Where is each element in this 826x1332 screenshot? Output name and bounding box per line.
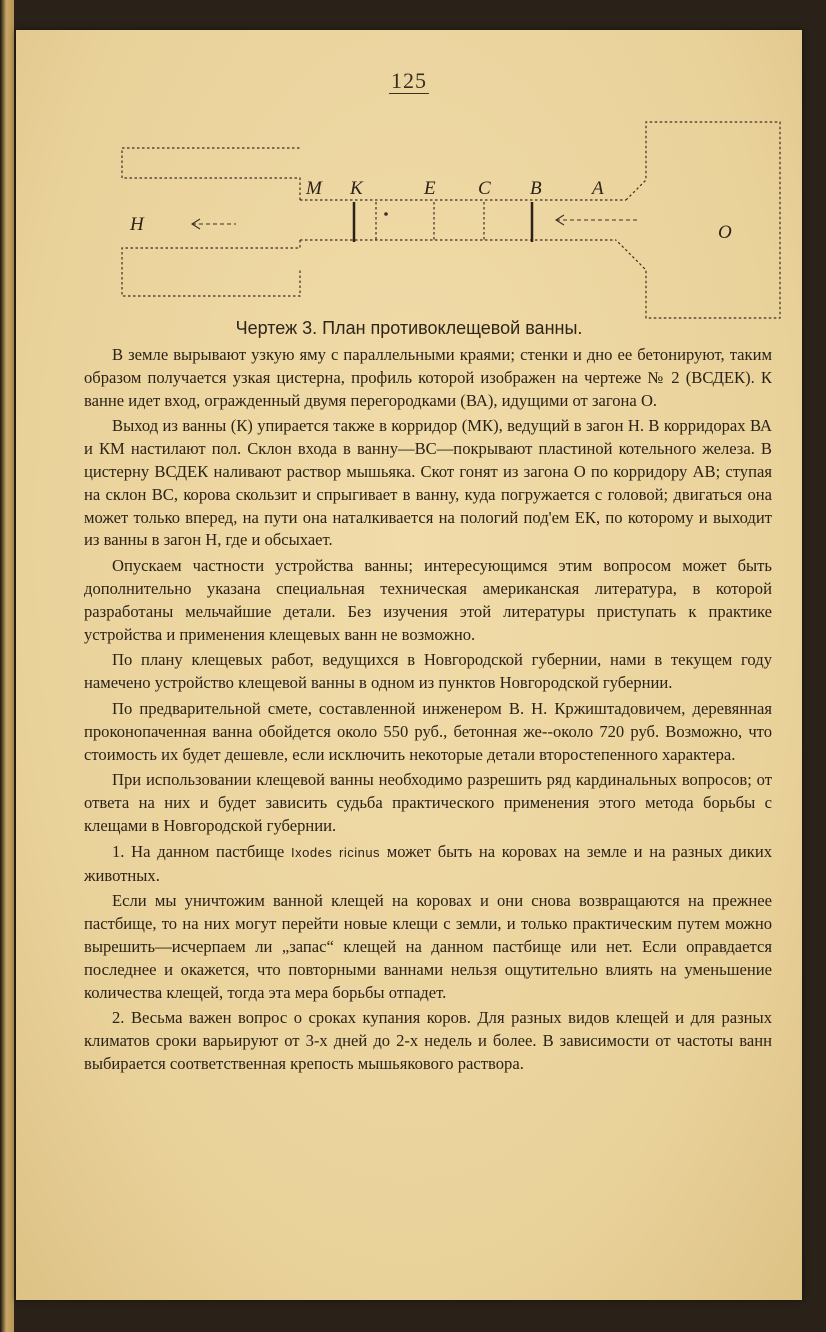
paragraph-7 xyxy=(84,841,772,888)
paragraph-9: 2. Весьма важен вопрос о сроках купания коров. Для разных видов клещей и для разных климатов сроки варьируют от 3-х дней до 2-х недель и более. В зависимости от частоты ванн выбирается соответственная крепость мышьякового раствора. xyxy=(84,1008,772,1073)
label-b: В xyxy=(530,178,542,199)
bath-plan-diagram xyxy=(16,30,802,330)
paragraph-2: Выход из ванны (К) упирается также в корридор (МК), ведущий в загон Н. В корридорах ВА и КМ настилают пол. Склон входа в ванну—ВС—покрывают пластиной котельного железа. В цистерну ВСДЕК наливают раствор мышьяка. Скот гонят из загона О по корридору АВ; ступая на склон ВС, корова скользит и спрыгивает в ванну, куда погружается с головой; двигаться она может только вперед, на пути она наталкивается на пологий под'ем ЕК, по которому и выходит из ванны в загон Н, где и обсыхает. xyxy=(84,416,772,550)
label-h: Н xyxy=(130,214,144,235)
paragraph-8: Если мы уничтожим ванной клещей на коровах и они снова возвращаются на прежнее пастбище, то на них могут перейти новые клещи с земли, и только практическим путем можно вырешить—исчерпаем ли „запас“ клещей на данном пастбище или нет. Если оправдается последнее и окажется, что повторными ваннами нельзя ощутительно влиять на уменьшение количества клещей, тогда эта мера борьбы отпадет. xyxy=(84,891,772,1002)
pen-h-outline xyxy=(122,148,300,200)
book-spine-edge xyxy=(0,0,14,1332)
pen-h-bottom xyxy=(122,240,300,296)
paragraph-6: При использовании клещевой ванны необходимо разрешить ряд кардинальных вопросов; от ответа на них и будет зависить судьба практического применения этого метода борьбы с клещами в Новгородской губернии. xyxy=(84,770,772,835)
figure-caption: Чертеж 3. План противоклещевой ванны. xyxy=(235,318,583,338)
paragraph-1: В земле вырывают узкую яму с параллельными краями; стенки и дно ее бетонируют, таким образом получается узкая цистерна, профиль которой изображен на чертеже № 2 (ВСДЕК). К ванне идет вход, огражденный двумя перегородками (ВА), идущими от загона О. xyxy=(84,345,772,410)
label-m: М xyxy=(306,178,322,199)
label-o: О xyxy=(718,222,732,243)
label-a: А xyxy=(592,178,604,199)
label-c: С xyxy=(478,178,491,199)
paragraph-7-start: 1. На данном пастбище xyxy=(112,841,292,861)
species-name: Ixodes ricinus xyxy=(291,844,381,860)
paragraph-4: По плану клещевых работ, ведущихся в Новгородской губернии, нами в текущем году намечено устройство клещевой ванны в одном из пунктов Новгородской губернии. xyxy=(84,650,772,693)
label-e: Е xyxy=(424,178,436,199)
center-dot xyxy=(384,212,388,216)
page-number-value: 125 xyxy=(391,68,427,93)
paragraph-5: По предварительной смете, составленной инженером В. Н. Кржиштадовичем, деревянная проконопаченная ванна обойдется около 550 руб., бетонная же--около 720 руб. Возможно, что стоимость их будет дешевле, если исключить некоторые детали второстепенного характера. xyxy=(84,698,772,764)
pen-o-outline xyxy=(616,122,780,318)
label-k: К xyxy=(350,178,363,199)
paragraph-7-end: может быть на коровах на земле и на разных диких животных. xyxy=(84,841,772,885)
body-text xyxy=(84,344,772,1076)
paragraph-3: Опускаем частности устройства ванны; интересующимся этим вопросом может быть дополнительно указана специальная техническая американская литература, в которой разработаны мельчайшие детали. Без изучения этой литературы приступать к практике устройства и применения клещевых ванн не возможно. xyxy=(84,556,772,644)
